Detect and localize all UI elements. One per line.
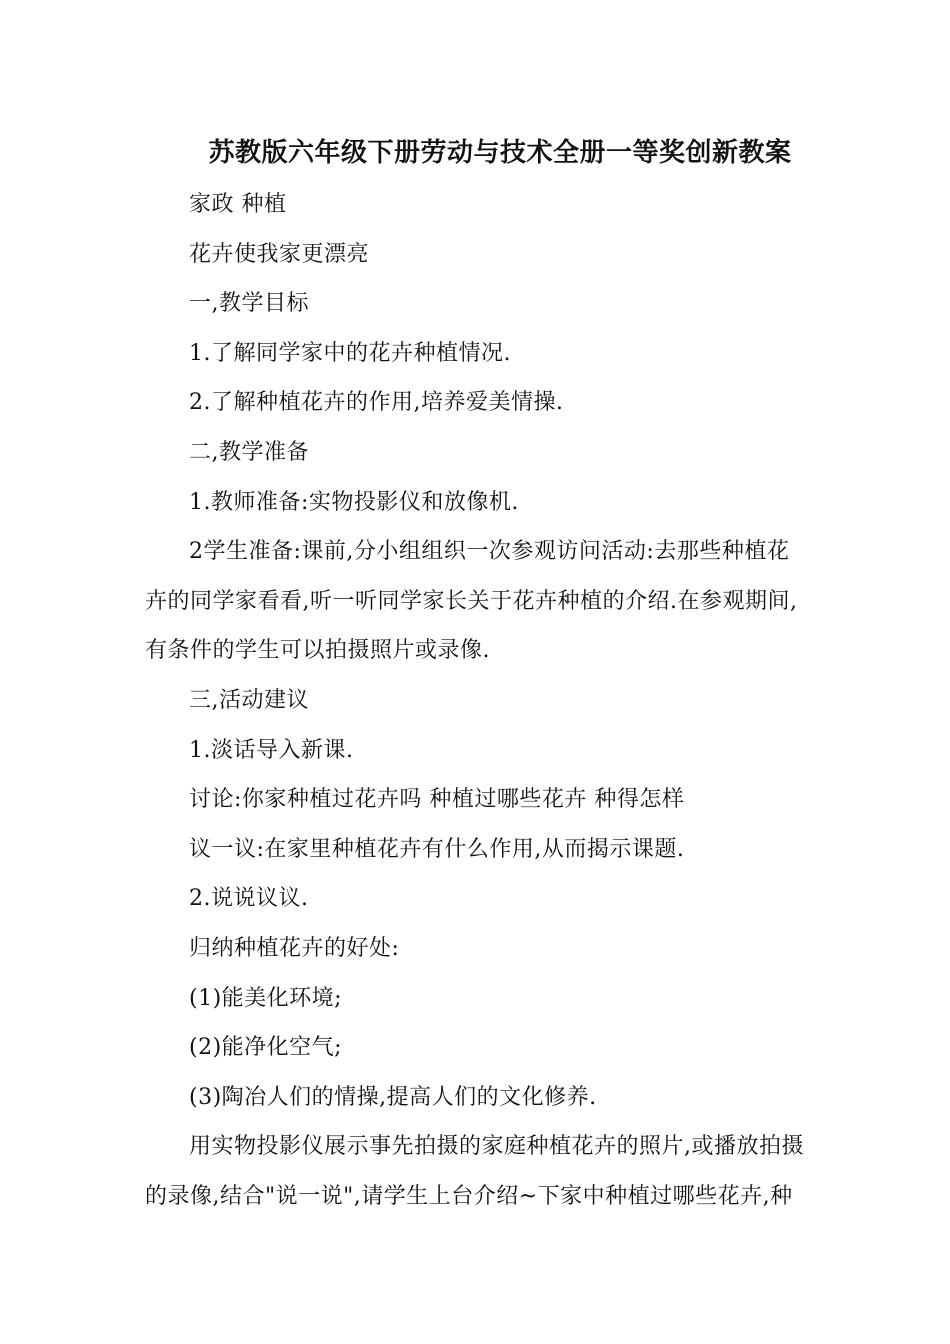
text-line: 2学生准备:课前,分小组组织一次参观访问活动:去那些种植花 (189, 539, 790, 565)
text-line: 1.淡话导入新课. (189, 737, 354, 763)
document-body (145, 180, 810, 1221)
text-line: 的录像,结合"说一说",请学生上台介绍~下家中种植过哪些花卉,种 (145, 1183, 793, 1209)
text-line: (2)能净化空气; (189, 1035, 343, 1061)
text-line: 三,活动建议 (189, 687, 309, 713)
text-line: 一,教学目标 (189, 291, 309, 317)
text-line: 卉的同学家看看,听一听同学家长关于花卉种植的介绍.在参观期间, (145, 588, 798, 614)
text-line: 家政 种植 (189, 192, 287, 217)
text-line: 用实物投影仪展示事先拍摄的家庭种植花卉的照片,或播放拍摄 (189, 1134, 804, 1160)
text-line: 有条件的学生可以拍摄照片或录像. (145, 638, 490, 664)
text-line: 归纳种植花卉的好处: (189, 935, 400, 961)
text-line: 花卉使我家更漂亮 (189, 241, 370, 267)
text-line: 议一议:在家里种植花卉有什么作用,从而揭示课题. (189, 836, 685, 862)
text-line: (3)陶冶人们的情操,提高人们的文化修养. (189, 1084, 597, 1110)
text-line: 1.了解同学家中的花卉种植情况. (189, 340, 511, 366)
text-line: 讨论:你家种植过花卉吗 种植过哪些花卉 种得怎样 (189, 787, 685, 813)
text-line: 二,教学准备 (189, 439, 309, 465)
text-line: 1.教师准备:实物投影仪和放像机. (189, 489, 519, 515)
text-line: (1)能美化环境; (189, 985, 343, 1011)
text-line: 2.了解种植花卉的作用,培养爱美情操. (189, 390, 564, 416)
document-title: 苏教版六年级下册劳动与技术全册一等奖创新教案 (208, 138, 792, 168)
text-line: 2.说说议议. (189, 886, 309, 912)
